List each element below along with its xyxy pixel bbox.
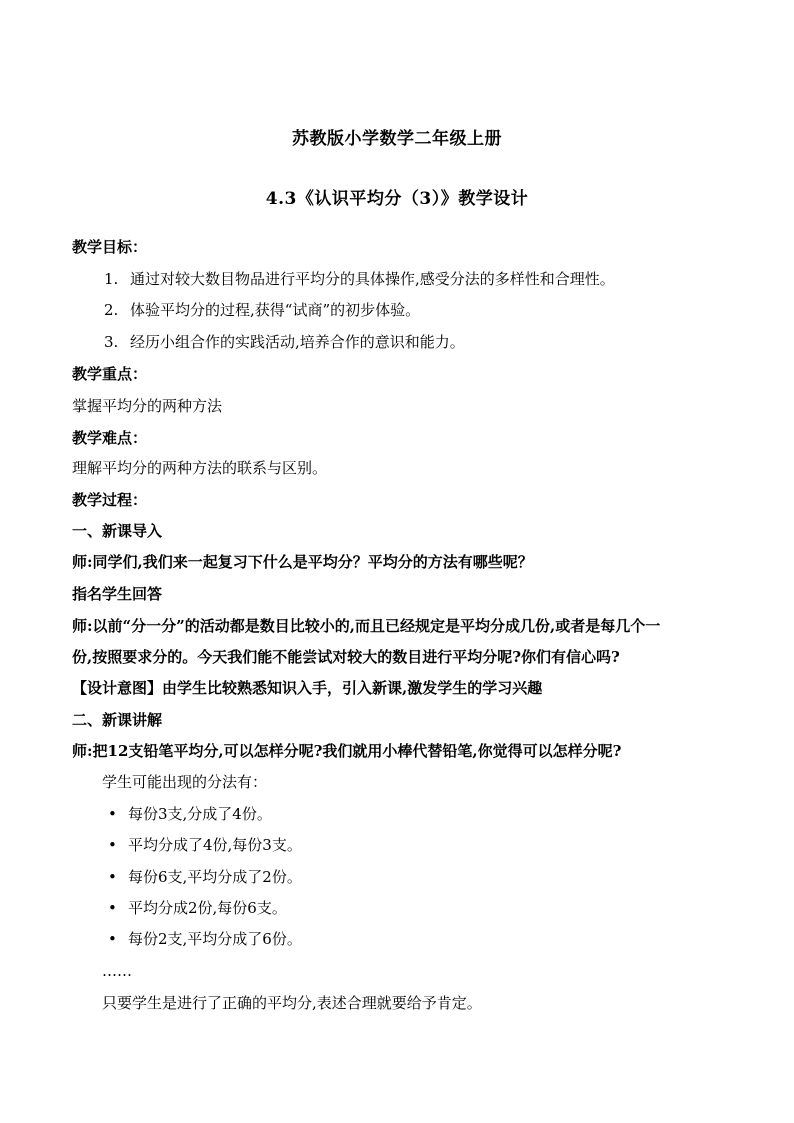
bullet-icon: • [108,868,117,886]
method-list-item [108,897,287,919]
difficulty-text: 理解平均分的两种方法的联系与区别。 [72,459,328,477]
conclusion-text: 只要学生是进行了正确的平均分,表述合理就要给予肯定。 [102,994,482,1012]
process-heading: 教学过程： [72,491,148,509]
method-text: 每份2支,平均分成了6份。 [128,930,302,948]
bullet-icon: • [108,899,117,917]
part2-teacher-question: 师:把12支铅笔平均分,可以怎样分呢?我们就用小棒代替铅笔,你觉得可以怎样分呢? [72,742,622,760]
part2-heading: 二、新课讲解 [72,711,163,729]
method-text: 每份3支,分成了4份。 [128,805,272,823]
key-points-heading: 教学重点： [72,365,148,383]
part1-teacher-text-line2: 份,按照要求分的。今天我们能不能尝试对较大的数目进行平均分呢?你们有信心吗? [72,648,620,666]
design-intent: 【设计意图】由学生比较熟悉知识入手，引入新课,激发学生的学习兴趣 [72,679,543,697]
objective-item [104,268,615,290]
objectives-heading: 教学目标： [72,238,148,256]
objective-text: 体验平均分的过程,获得“试商”的初步体验。 [130,301,421,319]
part1-heading: 一、新课导入 [72,522,163,540]
possible-methods-intro: 学生可能出现的分法有： [102,773,268,791]
method-list-item [108,928,302,950]
part1-teacher-question: 师:同学们,我们来一起复习下什么是平均分？平均分的方法有哪些呢？ [72,553,533,571]
method-text: 平均分成了4份,每份3支。 [128,836,302,854]
method-list-item [108,803,272,825]
method-text: 每份6支,平均分成了2份。 [128,868,302,886]
method-list-item [108,834,302,856]
key-points-text: 掌握平均分的两种方法 [72,397,223,415]
method-text: 平均分成2份,每份6支。 [128,899,287,917]
objective-text: 通过对较大数目物品进行平均分的具体操作,感受分法的多样性和合理性。 [130,270,615,288]
part1-student-answer: 指名学生回答 [72,585,163,603]
objective-item [104,299,420,321]
method-list-item [108,866,302,888]
bullet-icon: • [108,836,117,854]
difficulty-heading: 教学难点： [72,429,148,447]
document-title: 苏教版小学数学二年级上册 [292,129,502,149]
objective-text: 经历小组合作的实践活动,培养合作的意识和能力。 [130,333,465,351]
bullet-icon: • [108,930,117,948]
part1-teacher-text-line1: 师:以前“分一分”的活动都是数目比较小的,而且已经规定是平均分成几份,或者是每几个一 [72,617,661,635]
objective-number: 3. [104,333,119,351]
objective-number: 1. [104,270,119,288]
bullet-icon: • [108,805,117,823]
objective-number: 2. [104,301,119,319]
objective-item [104,331,465,353]
document-subtitle: 4.3《认识平均分（3）》教学设计 [265,189,529,209]
ellipsis: …… [102,962,132,980]
